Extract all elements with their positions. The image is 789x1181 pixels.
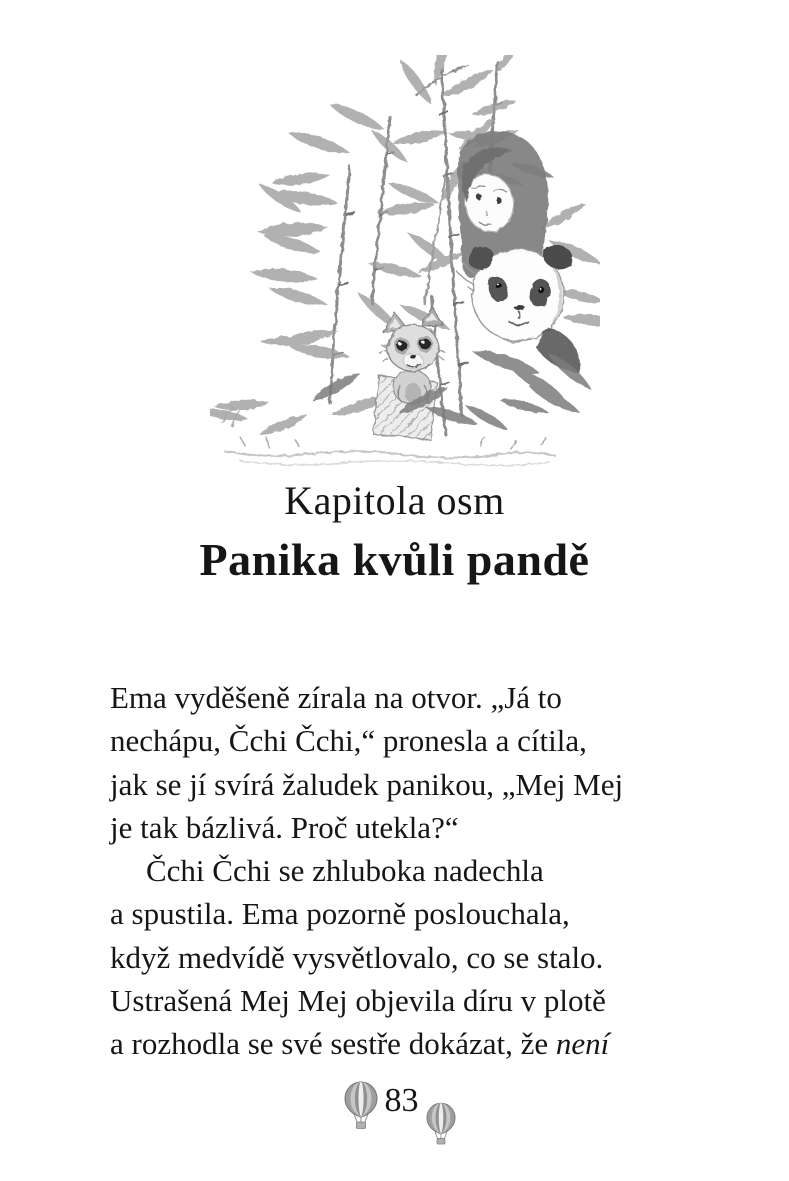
text-line bbox=[110, 936, 710, 979]
paragraph bbox=[110, 849, 710, 1065]
panda-left-eye bbox=[496, 283, 502, 289]
red-panda-right-eye-glint bbox=[421, 340, 424, 343]
chapter-label: Kapitola osm bbox=[284, 478, 505, 523]
text-line bbox=[110, 719, 710, 762]
red-panda-left-eye bbox=[397, 341, 407, 351]
text-line bbox=[110, 979, 710, 1022]
italic-text-segment: není bbox=[555, 1026, 610, 1062]
text-segment: Ustrašená Mej Mej objevila díru v plotě bbox=[110, 983, 606, 1019]
text-segment: je tak bázlivá. Proč utekla?“ bbox=[110, 809, 459, 845]
text-segment: jak se jí svírá žaludek panikou, „Mej Mej bbox=[110, 766, 624, 802]
girl-right-eye bbox=[496, 197, 501, 204]
panda-right-eye-glint bbox=[539, 288, 541, 290]
text-segment: a spustila. Ema pozorně poslouchala, bbox=[110, 896, 570, 932]
text-line bbox=[110, 763, 710, 806]
text-line bbox=[110, 806, 710, 849]
text-segment: Ema vyděšeně zírala na otvor. „Já to bbox=[110, 680, 562, 715]
girl-left-eye bbox=[476, 194, 481, 200]
text-segment: Čchi Čchi se zhluboka nadechla bbox=[146, 853, 544, 889]
text-line bbox=[110, 849, 710, 892]
red-panda-left-eye-glint bbox=[398, 342, 401, 345]
text-segment: když medvídě vysvětlovalo, co se stalo. bbox=[110, 939, 604, 975]
chapter-illustration-bamboo-panda-sketch bbox=[210, 55, 600, 475]
text-line bbox=[110, 1022, 710, 1065]
panda-right-eye bbox=[538, 287, 544, 293]
paragraph bbox=[110, 676, 710, 849]
text-line bbox=[110, 676, 710, 719]
text-line bbox=[110, 892, 710, 935]
chapter-title: Panika kvůli pandě bbox=[199, 534, 590, 585]
panda-left-eye-glint bbox=[497, 284, 499, 286]
red-panda-right-eye bbox=[420, 339, 431, 350]
text-segment: nechápu, Čchi Čchi,“ pronesla a cítila, bbox=[110, 723, 587, 759]
page-number: 83 bbox=[384, 1082, 419, 1119]
body-text bbox=[110, 676, 710, 1066]
red-panda-nose bbox=[410, 354, 416, 358]
text-segment: a rozhodla se své sestře dokázat, že bbox=[110, 1026, 556, 1062]
